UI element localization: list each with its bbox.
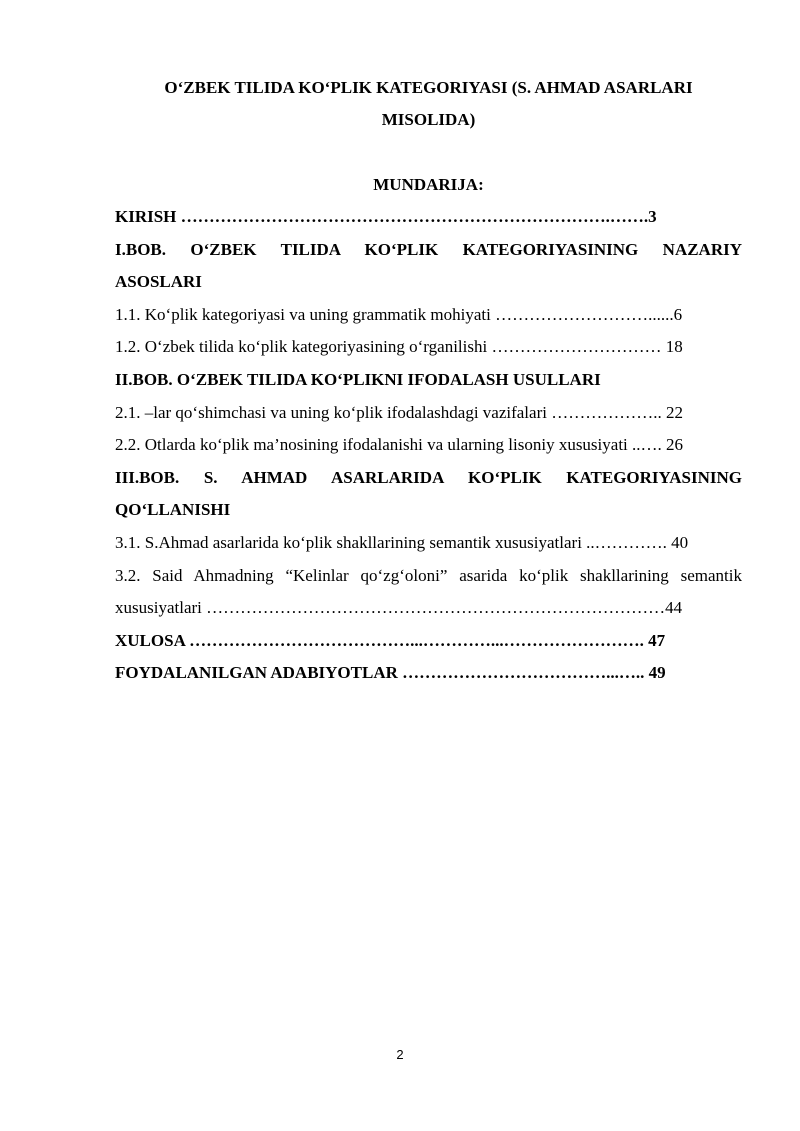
toc-entry-xulosa: XULOSA …………………………………...…………...……………………. 47 — [115, 630, 666, 650]
toc-entry-2-1: 2.1. –lar qo‘shimchasi va uning ko‘plik ifodalashdagi vazifalari ……………….. 22 — [115, 402, 683, 422]
page-number: 2 — [396, 1047, 404, 1062]
toc-entry-kirish: KIRISH ………………………………………………………………….…….3 — [115, 207, 657, 226]
toc-entry-3-2-line-2: xususiyatlari ………………………………………………………………………44 — [115, 598, 683, 618]
toc-entry-1-1: 1.1. Ko‘plik kategoriyasi va uning grammatik mohiyati ………………………......6 — [115, 304, 683, 324]
toc-entry-2-2: 2.2. Otlarda ko‘plik ma’nosining ifodalanishi va ularning lisoniy xususiyati ..…. 26 — [115, 435, 684, 455]
document-title-line-1: O‘ZBEK TILIDA KO‘PLIK KATEGORIYASI (S. AHMAD ASARLARI — [164, 78, 693, 97]
toc-chapter-3-line-1: III.BOB. S. AHMAD ASARLARIDA KO‘PLIK KATEGORIYASINING — [115, 467, 742, 487]
contents-heading: MUNDARIJA: — [373, 175, 484, 194]
document-title-line-2: MISOLIDA) — [381, 110, 476, 129]
toc-chapter-3-line-2: QO‘LLANISHI — [115, 500, 231, 520]
toc-entry-adabiyotlar: FOYDALANILGAN ADABIYOTLAR ………………………………...….. 49 — [115, 663, 666, 683]
toc-chapter-1 — [115, 234, 742, 299]
toc-entry-3-2-line-1: 3.2. Said Ahmadning “Kelinlar qo‘zg‘oloni” asarida ko‘plik shakllarining semantik — [115, 565, 742, 585]
toc-chapter-1-line-1: I.BOB. O‘ZBEK TILIDA KO‘PLIK KATEGORIYASINING NAZARIY — [115, 239, 742, 259]
toc-chapter-1-line-2: ASOSLARI — [115, 272, 202, 292]
toc-entry-1-2: 1.2. O‘zbek tilida ko‘plik kategoriyasining o‘rganilishi ………………………… 18 — [115, 337, 683, 357]
table-of-contents — [115, 201, 742, 690]
document-title — [115, 72, 742, 136]
toc-entry-3-2 — [115, 560, 742, 625]
toc-chapter-2: II.BOB. O‘ZBEK TILIDA KO‘PLIKNI IFODALASH USULLARI — [115, 369, 601, 389]
toc-entry-3-1: 3.1. S.Ahmad asarlarida ko‘plik shakllarining semantik xususiyatlari ..…………. 40 — [115, 532, 689, 552]
toc-chapter-3 — [115, 462, 742, 527]
